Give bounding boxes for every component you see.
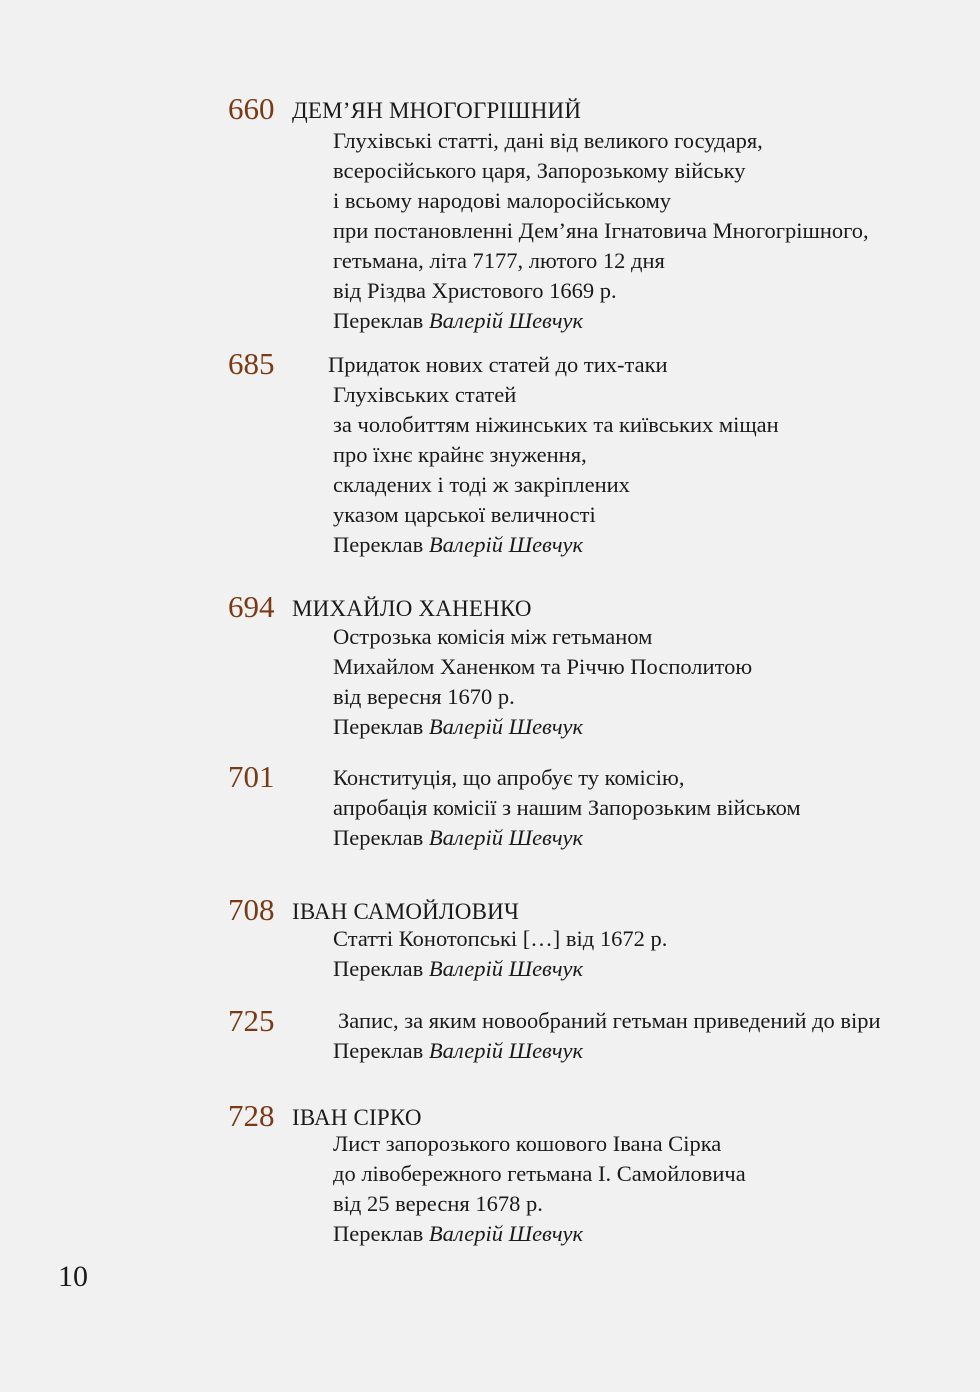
entry-text [328, 350, 779, 560]
translator-credit: Переклав Валерій Шевчук [333, 825, 584, 850]
entry-title-line: складених і тоді ж закріплених [333, 472, 630, 497]
translator-credit: Переклав Валерій Шевчук [333, 1038, 584, 1063]
entry-title-line: від вересня 1670 р. [333, 684, 515, 709]
entry-title-line: за чолобиттям ніжинських та київських міщан [333, 412, 779, 437]
entry-text [333, 126, 869, 336]
entry-title-line: від 25 вересня 1678 р. [333, 1191, 543, 1216]
entry-title-line: і всьому народові малоросійському [333, 188, 672, 213]
entry-title-line: Конституція, що апробує ту комісію, [333, 765, 685, 790]
entry-title-line: апробація комісії з нашим Запорозьким військом [333, 795, 801, 820]
entry-title-line: Статті Конотопські […] від 1672 р. [333, 926, 668, 951]
entry-title-line: Острозька комісія між гетьманом [333, 624, 653, 649]
entry-title-line: Глухівські статті, дані від великого государя, [333, 128, 763, 153]
entry-title-line: про їхнє крайнє знуження, [333, 442, 587, 467]
entry-page-number: 701 [228, 759, 275, 794]
entry-title-line: Михайлом Ханенком та Річчю Посполитою [333, 654, 753, 679]
translator-credit: Переклав Валерій Шевчук [333, 714, 584, 739]
entry-title-line: Придаток нових статей до тих-таки [328, 352, 668, 377]
entry-page-number: 725 [228, 1003, 275, 1038]
entry-text [333, 1129, 746, 1249]
translator-name: Валерій Шевчук [428, 1221, 584, 1246]
entry-title-line: від Різдва Христового 1669 р. [333, 278, 617, 303]
entry-page-number: 694 [228, 589, 275, 624]
entry-title-line: гетьмана, літа 7177, лютого 12 дня [333, 248, 665, 273]
entry-author: МИХАЙЛО ХАНЕНКО [292, 596, 532, 621]
page-number: 10 [58, 1260, 88, 1293]
entry-title-line: Глухівських статей [333, 382, 517, 407]
entry-text [333, 924, 667, 984]
translator-credit: Переклав Валерій Шевчук [333, 956, 584, 981]
translator-credit: Переклав Валерій Шевчук [333, 1221, 584, 1246]
translator-name: Валерій Шевчук [428, 1038, 584, 1063]
entry-text [333, 763, 801, 853]
translator-name: Валерій Шевчук [428, 308, 584, 333]
entry-title-line: указом царської величності [333, 502, 596, 527]
entry-title-line: Запис, за яким новообраний гетьман приведений до віри [338, 1008, 881, 1033]
entry-author: ІВАН САМОЙЛОВИЧ [292, 899, 520, 924]
entry-title-line: до лівобережного гетьмана І. Самойловича [333, 1161, 746, 1186]
entry-text [333, 622, 752, 742]
entry-page-number: 685 [228, 346, 275, 381]
translator-name: Валерій Шевчук [428, 714, 584, 739]
entry-page-number: 708 [228, 892, 275, 927]
entry-page-number: 728 [228, 1098, 275, 1133]
entry-text [333, 1006, 881, 1066]
entry-title-line: Лист запорозького кошового Івана Сірка [333, 1131, 722, 1156]
translator-name: Валерій Шевчук [428, 956, 584, 981]
translator-credit: Переклав Валерій Шевчук [333, 308, 584, 333]
entry-title-line: всеросійського царя, Запорозькому війську [333, 158, 746, 183]
entry-author: ІВАН СІРКО [292, 1105, 422, 1130]
translator-name: Валерій Шевчук [428, 825, 584, 850]
entry-page-number: 660 [228, 91, 275, 126]
translator-name: Валерій Шевчук [428, 532, 584, 557]
entry-title-line: при постановленні Дем’яна Ігнатовича Многогрішного, [333, 218, 869, 243]
translator-credit: Переклав Валерій Шевчук [333, 532, 584, 557]
entry-author: ДЕМ’ЯН МНОГОГРІШНИЙ [292, 98, 582, 123]
